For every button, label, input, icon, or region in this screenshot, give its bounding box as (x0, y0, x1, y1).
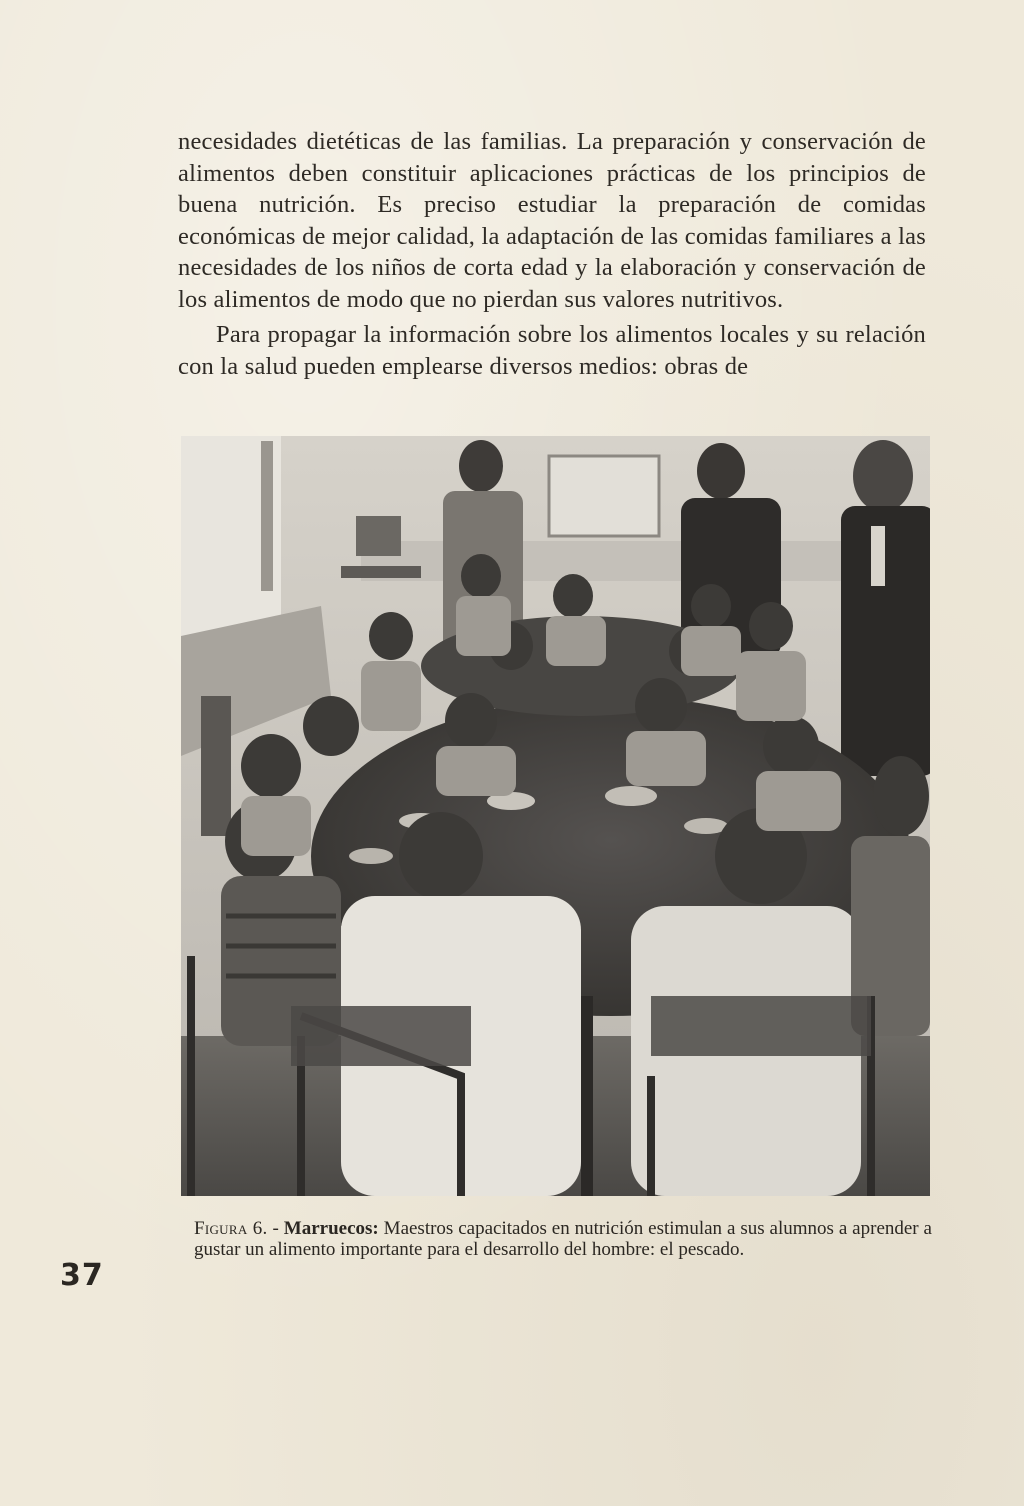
figure-caption (194, 1218, 932, 1260)
figure-separator: - (267, 1218, 284, 1239)
figure-label: Figura 6. (194, 1218, 268, 1239)
figure-place: Marruecos: (283, 1218, 379, 1239)
body-text (178, 126, 926, 382)
figure-photo (181, 436, 930, 1196)
paragraph-1: necesidades dietéticas de las familias. La preparación y conservación de alimentos deben constituir aplicaciones prácticas de los principios de buena nutrición. Es preciso estudiar la preparación de comidas económicas de mejor calidad, la adaptación de las comidas familiares a las necesidades de los niños de corta edad y la elaboración y conservación de los alimentos de modo que no pierdan sus valores nutritivos. (178, 128, 926, 313)
paragraph-2: Para propagar la información sobre los alimentos locales y su relación con la salud pueden emplearse diversos medios: obras de (178, 321, 926, 380)
figure-text: Maestros capacitados en nutrición estimulan a sus alumnos a aprender a gustar un alimento importante para el desarrollo del hombre: el pescado. (194, 1218, 932, 1260)
classroom-photo (181, 436, 930, 1196)
page-number: 37 (60, 1258, 104, 1293)
